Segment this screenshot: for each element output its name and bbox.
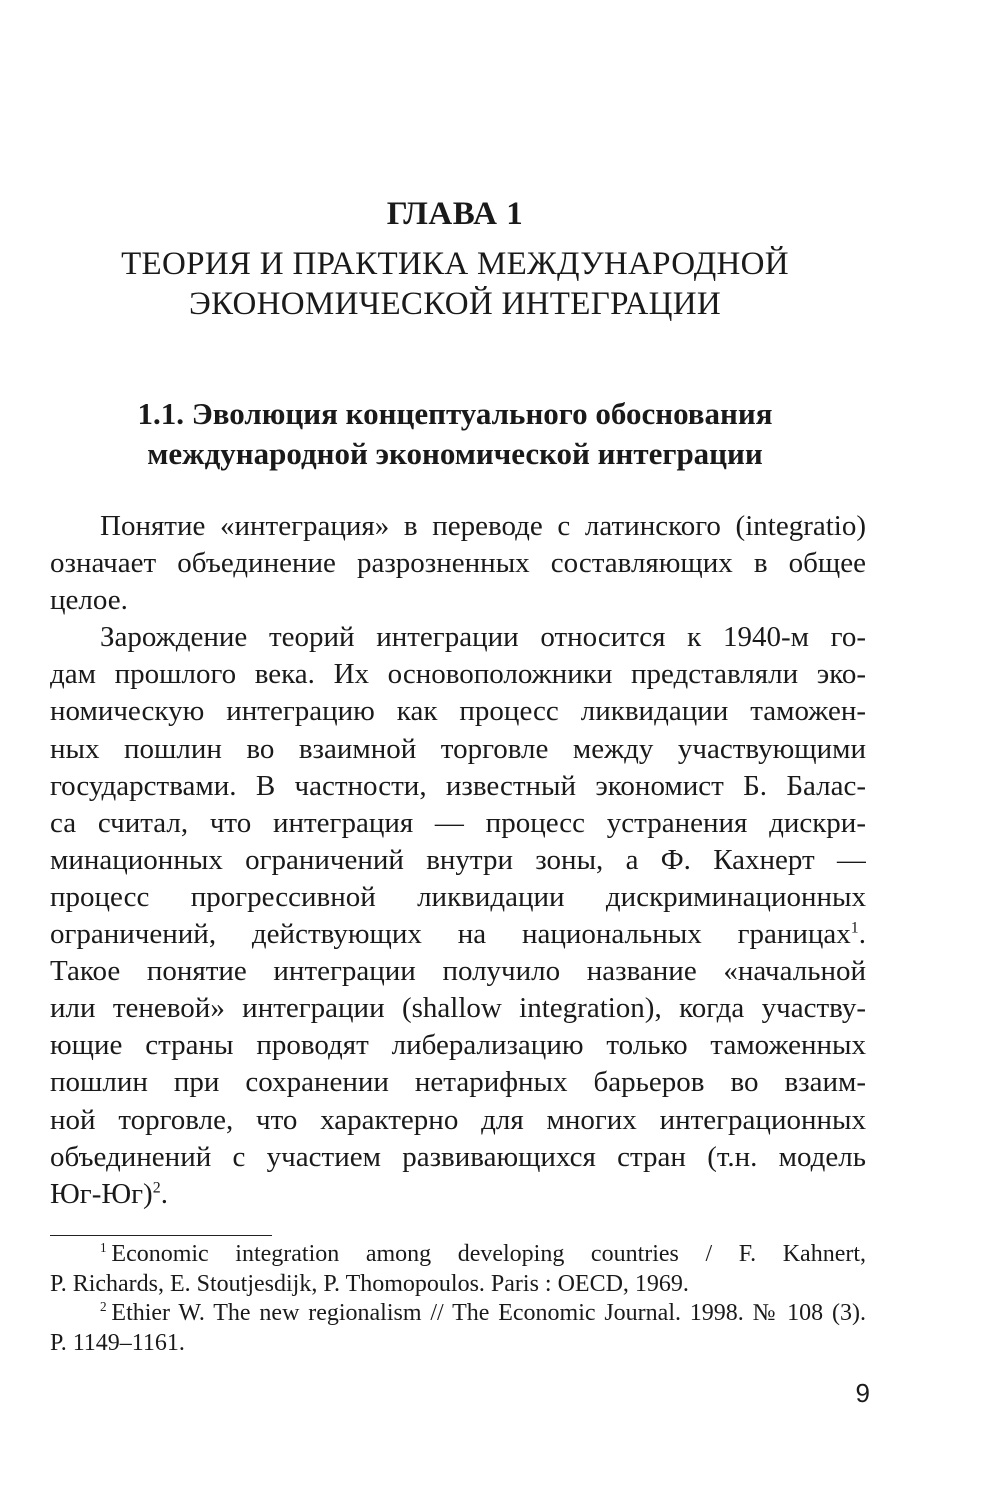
footnote-text: Ethier W. The new regionalism // The Economic Journal. 1998. № 108 (3). [111, 1300, 866, 1326]
text-line: ющие страны проводят либерализацию только таможенных [50, 1029, 866, 1062]
page-number: 9 [855, 1378, 870, 1408]
chapter-title-line: ЭКОНОМИЧЕСКОЙ ИНТЕГРАЦИИ [188, 286, 722, 322]
footnote-divider [50, 1235, 272, 1236]
text-line: Понятие «интеграция» в переводе с латинского (integratio) [100, 510, 866, 542]
paragraph [50, 619, 866, 1213]
punctuation: . [858, 918, 866, 951]
text-line: государствами. В частности, известный экономист Б. Балас- [50, 769, 866, 802]
footnote-line [50, 1299, 866, 1329]
text-line: ной торговле, что характерно для многих интеграционных [50, 1103, 866, 1136]
footnote-line: P. Richards, E. Stoutjesdijk, P. Thomopoulos. Paris : OECD, 1969. [50, 1270, 689, 1297]
section-heading-line: международной экономической интеграции [147, 436, 763, 471]
text-line: означает объединение разрозненных составляющих в общее [50, 547, 866, 580]
chapter-label: ГЛАВА 1 [386, 196, 524, 232]
text-line: или теневой» интеграции (shallow integration), когда участву- [50, 992, 866, 1025]
chapter-title-line: ТЕОРИЯ И ПРАКТИКА МЕЖДУНАРОДНОЙ [121, 246, 789, 282]
text-line: ных пошлин во взаимной торговле между участвующими [50, 732, 866, 765]
text-line [50, 1176, 866, 1213]
text-line: номическую интеграцию как процесс ликвидации таможен- [50, 695, 866, 728]
text-line [50, 916, 866, 953]
section-heading-line: 1.1. Эволюция концептуального обоснования [137, 396, 773, 431]
footnotes [50, 1240, 866, 1358]
text-line: Такое понятие интеграции получило название «начальной [50, 955, 866, 988]
text-line: процесс прогрессивной ликвидации дискриминационных [50, 880, 866, 913]
text-line: са считал, что интеграция — процесс устранения дискри- [50, 806, 866, 839]
footnote-ref[interactable]: 1 [850, 919, 859, 937]
text-line: пошлин при сохранении нетарифных барьеров во взаим- [50, 1066, 866, 1099]
text-line: минационных ограничений внутри зоны, а Ф. Кахнерт — [50, 843, 866, 876]
footnote-line [50, 1240, 866, 1270]
section-heading [0, 394, 910, 474]
paragraph [50, 508, 866, 619]
chapter-title [0, 244, 910, 324]
footnote-line: P. 1149–1161. [50, 1329, 185, 1356]
footnote-number: 2 [100, 1299, 107, 1314]
text-line: целое. [50, 584, 128, 617]
text-line: Зарождение теорий интеграции относится к 1940-м го- [100, 621, 866, 654]
footnote-text: Economic integration among developing countries / F. Kahnert, [111, 1241, 866, 1267]
footnote-number: 1 [100, 1240, 107, 1255]
body-text [50, 508, 866, 1213]
text-line-content: Юг-Юг) [50, 1177, 153, 1210]
text-line: объединений с участием развивающихся стран (т.н. модель [50, 1140, 866, 1173]
text-line-content: ограничений, действующих на национальных границах [50, 918, 851, 951]
punctuation: . [160, 1177, 168, 1210]
text-line: дам прошлого века. Их основоположники представляли эко- [50, 658, 866, 691]
footnote-ref[interactable]: 2 [152, 1179, 161, 1197]
